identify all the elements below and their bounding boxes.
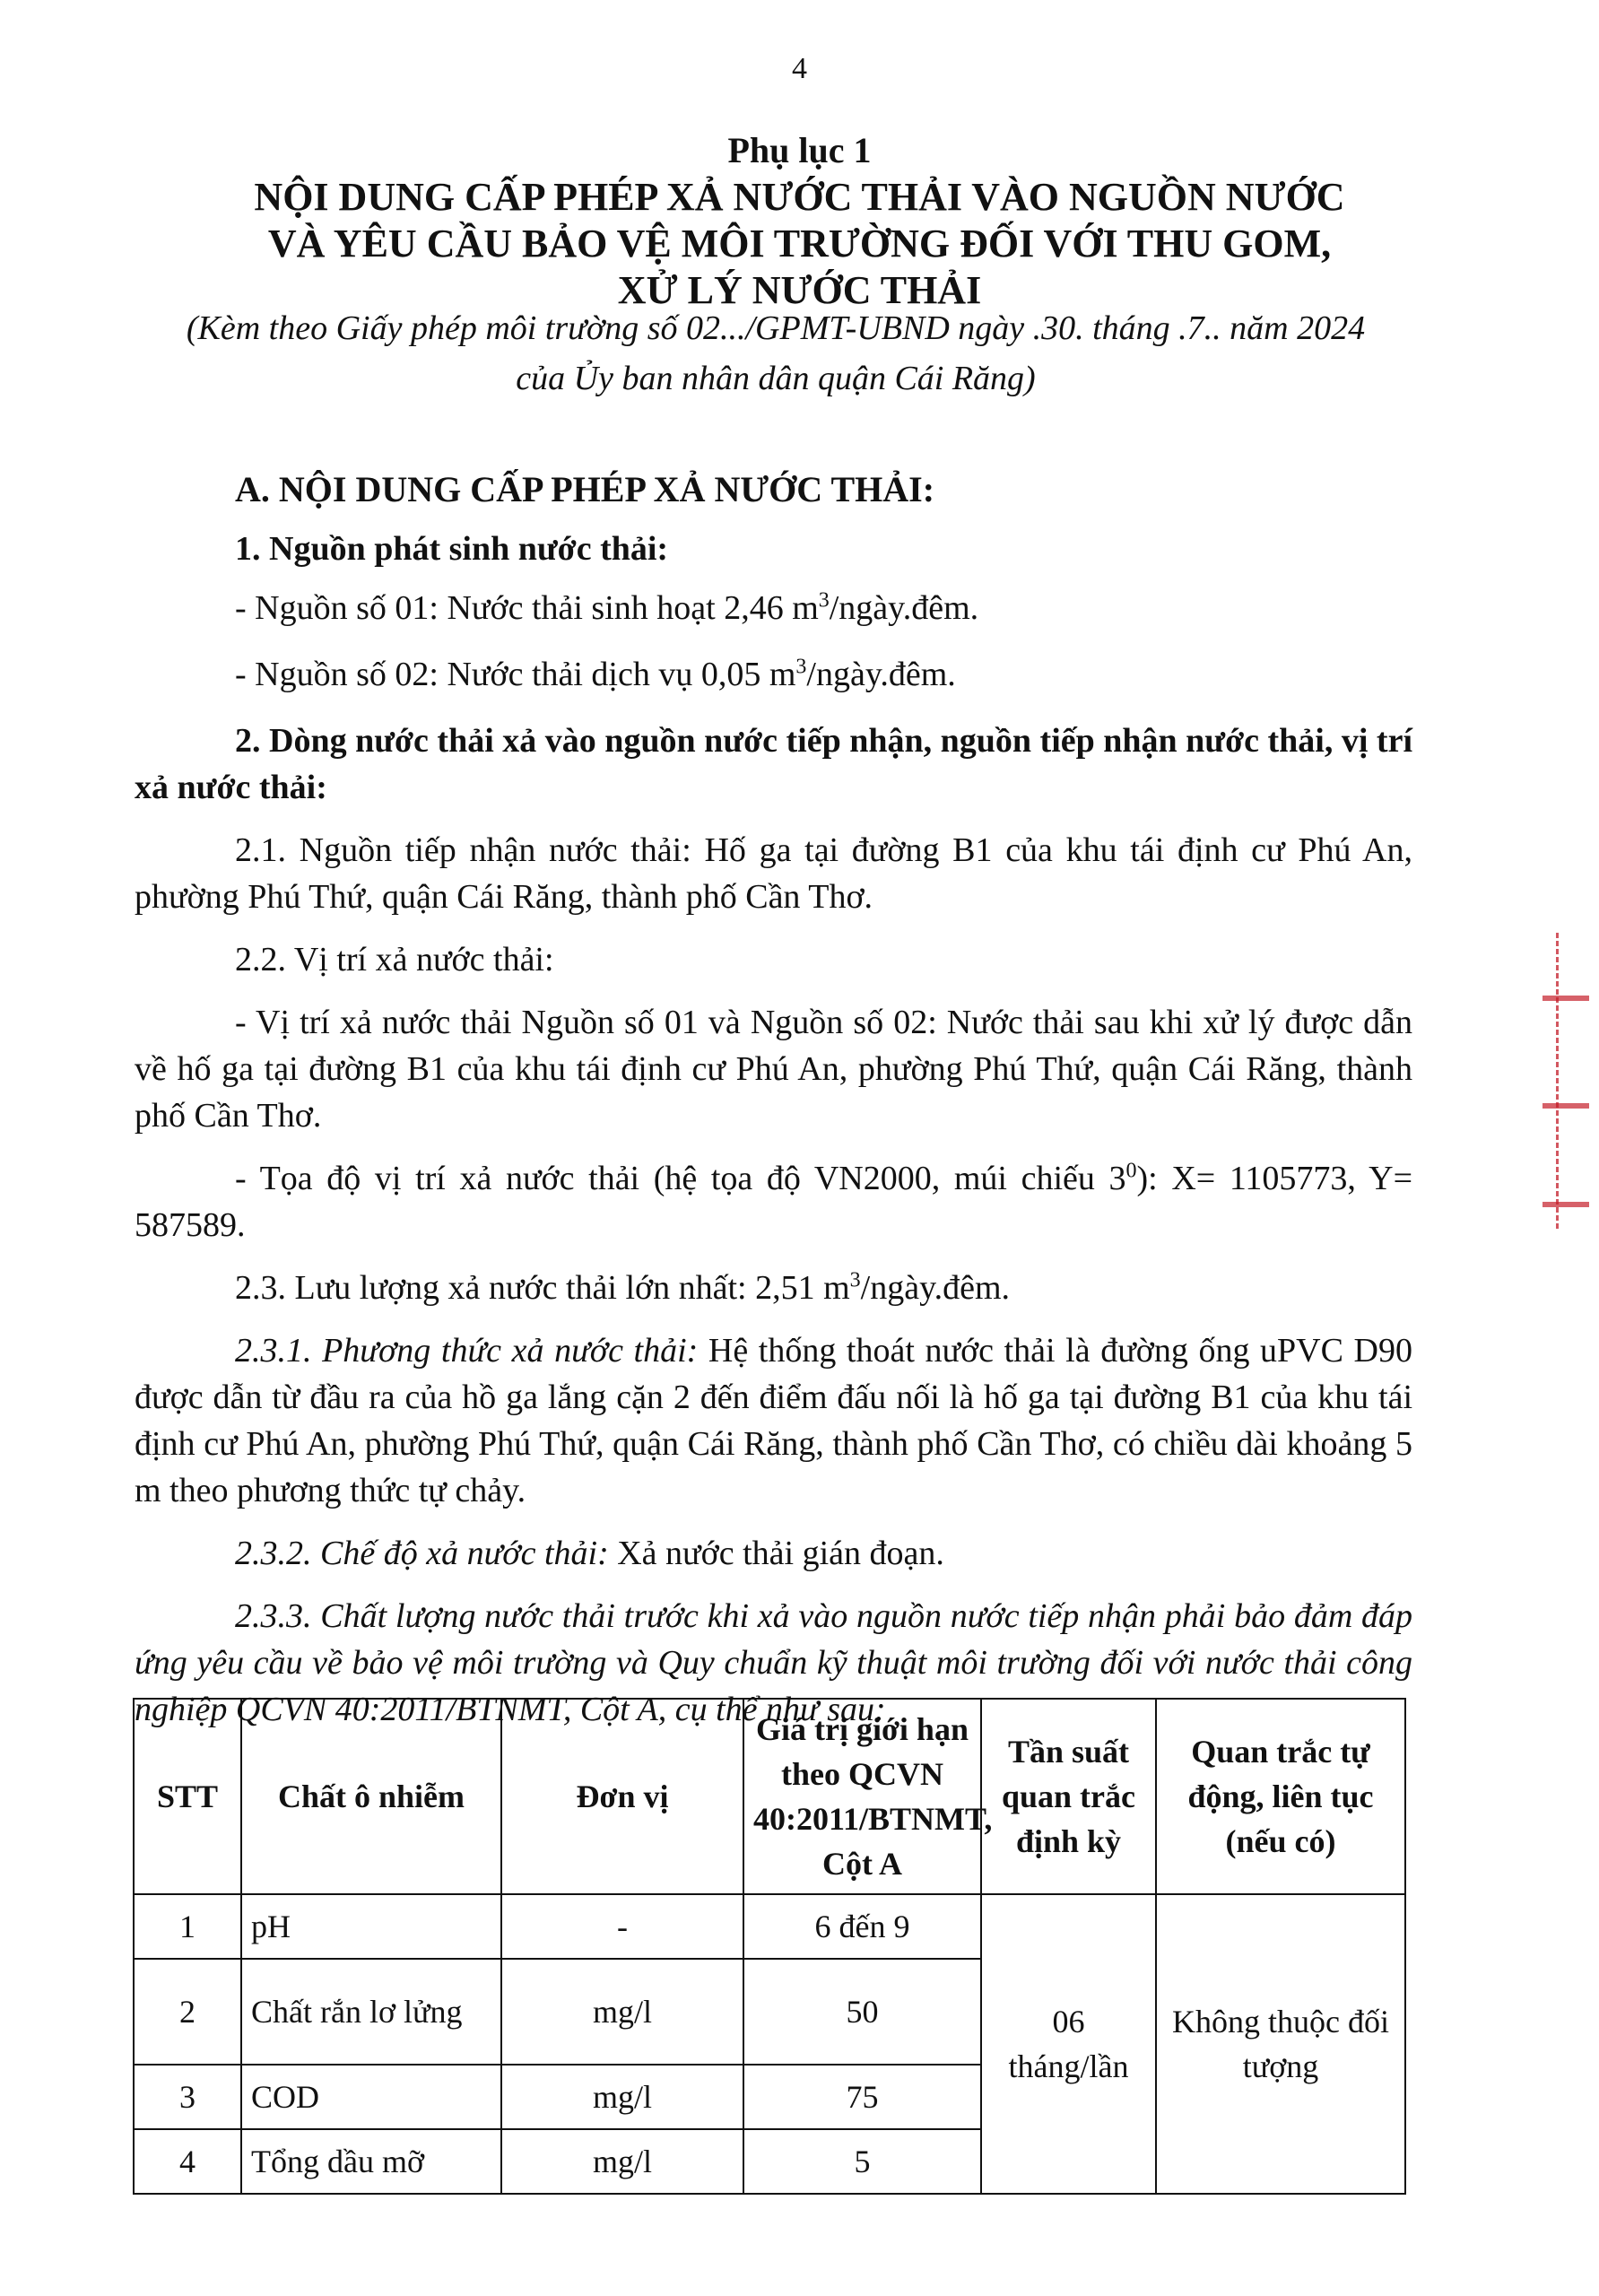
section-a-heading: A. NỘI DUNG CẤP PHÉP XẢ NƯỚC THẢI: bbox=[235, 469, 935, 509]
row-unit: - bbox=[501, 1894, 743, 1959]
seal-edge-mark bbox=[1543, 996, 1589, 1001]
appendix-title-line-3: XỬ LÝ NƯỚC THẢI bbox=[617, 268, 982, 312]
attachment-line-2: của Ủy ban nhân dân quận Cái Răng) bbox=[516, 360, 1036, 397]
row-pollutant: pH bbox=[241, 1894, 501, 1959]
frequency-cell: 06 tháng/lần bbox=[981, 1894, 1156, 2194]
discharge-mode: 2.3.2. Chế độ xả nước thải: Xả nước thải gián đoạn. bbox=[235, 1535, 944, 1572]
pollutant-limits-table bbox=[133, 1698, 1406, 2195]
row-stt: 3 bbox=[134, 2065, 241, 2129]
appendix-title-line-2: VÀ YÊU CẦU BẢO VỆ MÔI TRƯỜNG ĐỐI VỚI THU GOM, bbox=[267, 222, 1332, 265]
seal-edge-mark bbox=[1543, 1103, 1589, 1109]
source-2: - Nguồn số 02: Nước thải dịch vụ 0,05 $m^3/ngày.đêm$. bbox=[235, 655, 956, 693]
row-unit: mg/l bbox=[501, 2065, 743, 2129]
header-unit: Đơn vị bbox=[501, 1699, 743, 1894]
row-stt: 2 bbox=[134, 1959, 241, 2065]
section-1-heading: 1. Nguồn phát sinh nước thải: bbox=[235, 530, 669, 568]
source-1: - Nguồn số 01: Nước thải sinh hoạt 2,46 $m^3/ngày.đêm$. bbox=[235, 588, 979, 627]
section-2-heading: 2. Dòng nước thải xả vào nguồn nước tiếp nhận, nguồn tiếp nhận nước thải, vị trí xả nước thải: bbox=[135, 722, 1412, 806]
row-pollutant: Chất rắn lơ lửng bbox=[241, 1959, 501, 2065]
row-pollutant: Tổng dầu mỡ bbox=[241, 2129, 501, 2194]
table-header-row bbox=[134, 1699, 1405, 1894]
discharge-method: 2.3.1. Phương thức xả nước thải: Hệ thống thoát nước thải là đường ống uPVC D90 được dẫn từ đầu ra của hồ ga lắng cặn 2 đến điểm đấu nối là hố ga tại đường B1 của khu tái định cư Phú An, phường Phú Thứ, quận Cái Răng, thành phố Cần Thơ, có chiều dài khoảng 5 m theo phương thức tự chảy. bbox=[135, 1332, 1412, 1509]
discharge-coordinates: - Tọa độ vị trí xả nước thải (hệ tọa độ VN2000, múi chiếu $3^0$): X= 1105773, Y= 587589. bbox=[135, 1159, 1412, 1244]
seal-edge-mark bbox=[1543, 1202, 1589, 1207]
attachment-note bbox=[135, 303, 1417, 404]
appendix-heading bbox=[0, 127, 1599, 314]
row-stt: 4 bbox=[134, 2129, 241, 2194]
header-frequency: Tần suất quan trắc định kỳ bbox=[981, 1699, 1156, 1894]
attachment-line-1: (Kèm theo Giấy phép môi trường số 02.../GPMT-UBND ngày .30. tháng .7.. năm 2024 bbox=[186, 309, 1366, 347]
row-limit: 5 bbox=[743, 2129, 981, 2194]
quality-requirement: 2.3.3. Chất lượng nước thải trước khi xả vào nguồn nước tiếp nhận phải bảo đảm đáp ứng yêu cầu về bảo vệ môi trường và Quy chuẩn kỹ thuật môi trường đối với nước thải công nghiệp QCVN 40:2011/BTNMT, Cột A, cụ thể như sau: bbox=[135, 1597, 1412, 1728]
header-pollutant: Chất ô nhiễm bbox=[241, 1699, 501, 1894]
appendix-label: Phụ lục 1 bbox=[727, 130, 872, 170]
auto-monitoring-cell: Không thuộc đối tượng bbox=[1156, 1894, 1405, 2194]
row-unit: mg/l bbox=[501, 1959, 743, 2065]
row-limit: 50 bbox=[743, 1959, 981, 2065]
receiving-source: 2.1. Nguồn tiếp nhận nước thải: Hố ga tại đường B1 của khu tái định cư Phú An, phường Phú Thứ, quận Cái Răng, thành phố Cần Thơ. bbox=[135, 831, 1412, 916]
row-pollutant: COD bbox=[241, 2065, 501, 2129]
header-limit: Giá trị giới hạn theo QCVN 40:2011/BTNMT, Cột A bbox=[743, 1699, 981, 1894]
header-auto-monitoring: Quan trắc tự động, liên tục (nếu có) bbox=[1156, 1699, 1405, 1894]
table-row bbox=[134, 1894, 1405, 1959]
row-limit: 75 bbox=[743, 2065, 981, 2129]
header-stt: STT bbox=[134, 1699, 241, 1894]
max-flow: 2.3. Lưu lượng xả nước thải lớn nhất: 2,51 $m^3/ngày.đêm$. bbox=[235, 1268, 1011, 1307]
discharge-location-heading: 2.2. Vị trí xả nước thải: bbox=[235, 941, 554, 978]
row-unit: mg/l bbox=[501, 2129, 743, 2194]
row-limit: 6 đến 9 bbox=[743, 1894, 981, 1959]
page-number: 4 bbox=[792, 52, 807, 85]
discharge-location: - Vị trí xả nước thải Nguồn số 01 và Nguồn số 02: Nước thải sau khi xử lý được dẫn về hố ga tại đường B1 của khu tái định cư Phú An, phường Phú Thứ, quận Cái Răng, thành phố Cần Thơ. bbox=[135, 1004, 1412, 1135]
section-a-body bbox=[135, 466, 1412, 1733]
row-stt: 1 bbox=[134, 1894, 241, 1959]
seal-edge-stamp bbox=[1556, 933, 1586, 1229]
appendix-title-line-1: NỘI DUNG CẤP PHÉP XẢ NƯỚC THẢI VÀO NGUỒN NƯỚC bbox=[254, 175, 1345, 219]
